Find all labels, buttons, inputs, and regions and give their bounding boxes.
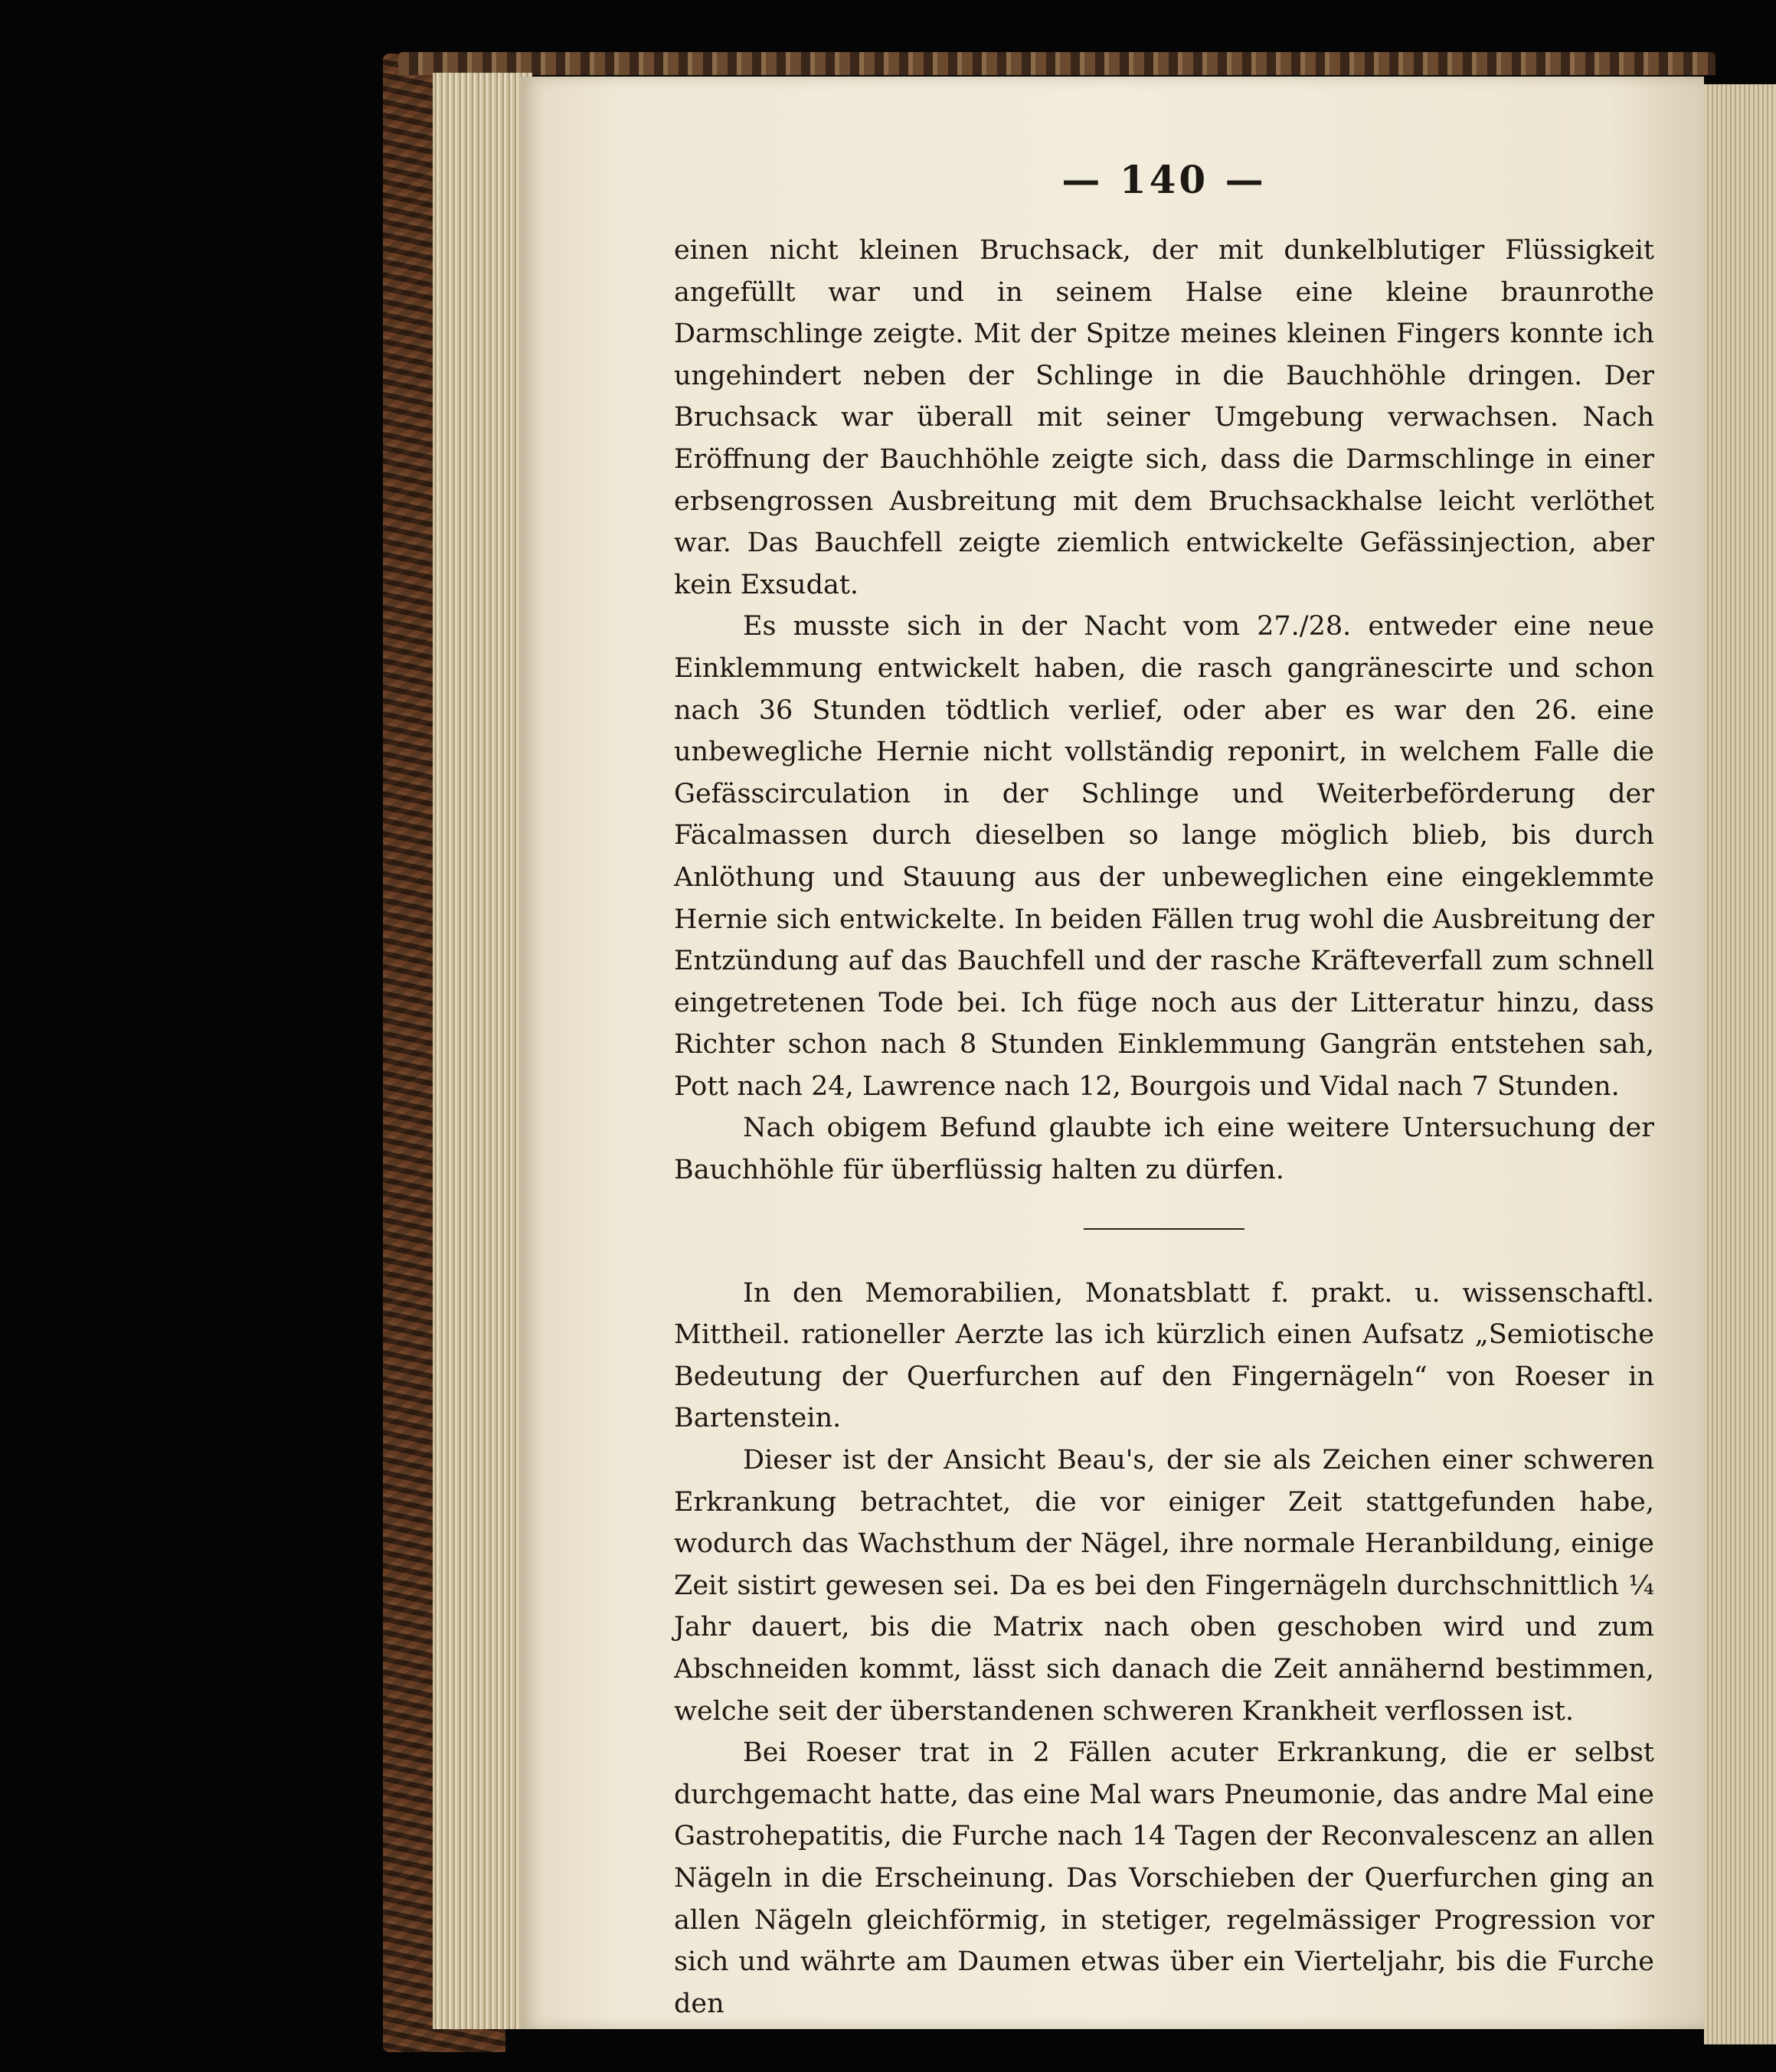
page-edges-left bbox=[433, 73, 532, 2029]
paragraph: In den Memorabilien, Monatsblatt f. prakt. u. wissenschaftl. Mittheil. rationeller Aerzte las ich kürzlich einen Aufsatz „Semiotische Bedeutung der Querfurchen auf den Fingernägeln“ von Roeser in Bartenstein. bbox=[674, 1277, 1654, 1434]
paragraph: Dieser ist der Ansicht Beau's, der sie als Zeichen einer schweren Erkrankung betrachtet, die vor einiger Zeit stattgefunden habe, wodurch das Wachsthum der Nägel, ihre normale Heranbildung, einige Zeit sistirt gewesen sei. Da es bei den Fingernägeln durchschnittlich ¼ Jahr dauert, bis die Matrix nach oben geschoben wird und zum Abschneiden kommt, lässt sich danach die Zeit annähernd bestimmen, welche seit der überstandenen schweren Krankheit verflossen ist. bbox=[674, 1445, 1654, 1727]
paragraph: Es musste sich in der Nacht vom 27./28. entweder eine neue Einklemmung entwickelt haben, die rasch gangränescirte und schon nach 36 Stunden tödtlich verlief, oder aber es war den 26. eine unbewegliche Hernie nicht vollständig reponirt, in welchem Falle die Gefässcirculation in der Schlinge und Weiterbeförderung der Fäcalmassen durch dieselben so lange möglich blieb, bis durch Anlöthung und Stauung aus der unbeweglichen eine eingeklemmte Hernie sich entwickelte. In beiden Fällen trug wohl die Ausbreitung der Entzündung auf das Bauchfell und der rasche Kräfteverfall zum schnell eingetretenen Tode bei. Ich füge noch aus der Litteratur hinzu, dass Richter schon nach 8 Stunden Einklemmung Gangrän entstehen sah, Pott nach 24, Lawrence nach 12, Bourgois und Vidal nach 7 Stunden. bbox=[674, 611, 1654, 1102]
book-spine-top bbox=[398, 52, 1715, 75]
paragraph: Nach obigem Befund glaubte ich eine weitere Untersuchung der Bauchhöhle für überflüssig halten zu dürfen. bbox=[674, 1113, 1654, 1186]
page-text bbox=[674, 153, 1654, 2025]
paragraph: einen nicht kleinen Bruchsack, der mit dunkelblutiger Flüssigkeit angefüllt war und in seinem Halse eine kleine braunrothe Darmschlinge zeigte. Mit der Spitze meines kleinen Fingers konnte ich ungehindert neben der Schlinge in die Bauchhöhle dringen. Der Bruchsack war überall mit seiner Umgebung verwachsen. Nach Eröffnung der Bauchhöhle zeigte sich, dass die Darmschlinge in einer erbsengrossen Ausbreitung mit dem Bruchsackhalse leicht verlöthet war. Das Bauchfell zeigte ziemlich entwickelte Gefässinjection, aber kein Exsudat. bbox=[674, 235, 1654, 600]
section-divider bbox=[1084, 1228, 1245, 1230]
page-edges-right bbox=[1704, 84, 1776, 2044]
paragraph: Bei Roeser trat in 2 Fällen acuter Erkrankung, die er selbst durchgemacht hatte, das eine Mal wars Pneumonie, das andre Mal eine Gastrohepatitis, die Furche nach 14 Tagen der Reconvalescenz an allen Nägeln in die Erscheinung. Das Vorschieben der Querfurchen ging an allen Nägeln gleichförmig, in stetiger, regelmässiger Progression vor sich und währte am Daumen etwas über ein Vierteljahr, bis die Furche den bbox=[674, 1737, 1654, 2019]
page-number: — 140 — bbox=[1061, 157, 1267, 202]
